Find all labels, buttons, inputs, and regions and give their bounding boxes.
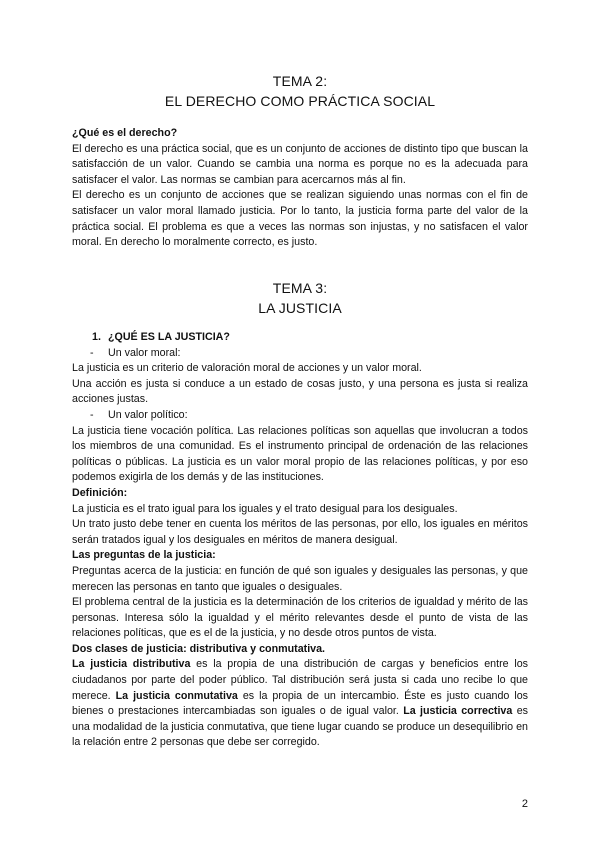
- list-item: - Un valor político:: [72, 408, 528, 424]
- paragraph: La justicia es un criterio de valoración moral de acciones y un valor moral.: [72, 362, 422, 375]
- dash-bullet: -: [90, 408, 94, 421]
- paragraph: El derecho es una práctica social, que es un conjunto de acciones de distinto tipo que buscan la satisfacción de un valor. Cuando se cambia una norma es porque no es la adecuada para satisfacer el valor. Las normas se cambian para acercarnos más al fin.: [72, 142, 528, 186]
- dash-bullet: -: [90, 346, 94, 359]
- section-title: ¿QUÉ ES LA JUSTICIA?: [108, 331, 230, 343]
- definition-heading: Definición:: [72, 486, 128, 499]
- page-number: 2: [521, 798, 528, 810]
- paragraph: El derecho es un conjunto de acciones que se realizan siguiendo unas normas con el fin de satisfacer un valor moral llamado justicia. Por lo tanto, la justicia forma parte del valor de la práctica social. El problema es que a veces las normas son injustas, y no satisfacen el valor moral. En derecho lo moralmente correcto, es justo.: [72, 189, 528, 249]
- paragraph: La justicia distributiva es la propia de una distribución de cargas y beneficios entre los ciudadanos por parte del poder público. Tal distribución será justa si cada uno recibe lo que merece. La justicia conmutativa es la propia de un intercambio. Éste es justo cuando los bienes o prestaciones intercambiadas son iguales o de igual valor. La justicia correctiva es una modalidad de la justicia conmutativa, que tiene lugar cuando se produce un desequilibrio en la relación entre 2 personas que debe ser corregido.: [72, 658, 529, 749]
- paragraph: Preguntas acerca de la justicia: en función de qué son iguales y desiguales las personas, y que merecen las personas en tanto que iguales o desiguales.: [72, 564, 528, 593]
- tema3-label: TEMA 3:: [272, 280, 328, 296]
- tema2-body: [72, 126, 528, 251]
- question-heading: ¿Qué es el derecho?: [72, 127, 178, 139]
- paragraph: El problema central de la justicia es la determinación de los criterios de igualdad y mérito de las personas. Interesa sólo la igualdad y el mérito relevantes desde el punto de vista de las relaciones políticas, que es el de la justicia, y no desde otros puntos de vista.: [72, 596, 528, 640]
- tema3-title: LA JUSTICIA: [258, 300, 342, 316]
- questions-heading: Las preguntas de la justicia:: [72, 549, 216, 562]
- paragraph: La justicia es el trato igual para los iguales y el trato desigual para los desiguales.: [72, 502, 458, 515]
- paragraph: Una acción es justa si conduce a un estado de cosas justo, y una persona es justa si realiza acciones justas.: [72, 377, 528, 406]
- paragraph: Un trato justo debe tener en cuenta los méritos de las personas, por ello, los iguales en méritos serán tratados igual y los desiguales en méritos de manera desigual.: [72, 518, 528, 546]
- list-item: - Un valor moral:: [72, 346, 528, 362]
- section-number: 1.: [92, 331, 101, 343]
- paragraph: La justicia tiene vocación política. Las relaciones políticas son aquellas que involucran a todos los miembros de una comunidad. Es el instrumento principal de ordenación de las relaciones políticas o públicas. La justicia es un valor moral propio de las relaciones políticas, y por eso podemos exigirla de los demás y de las instituciones.: [72, 424, 528, 484]
- section-heading: [72, 330, 528, 346]
- tema2-title: EL DERECHO COMO PRÁCTICA SOCIAL: [164, 93, 436, 109]
- tema2-label: TEMA 2:: [272, 73, 328, 89]
- classes-heading: Dos clases de justicia: distributiva y conmutativa.: [72, 642, 326, 655]
- tema3-body: [72, 330, 528, 751]
